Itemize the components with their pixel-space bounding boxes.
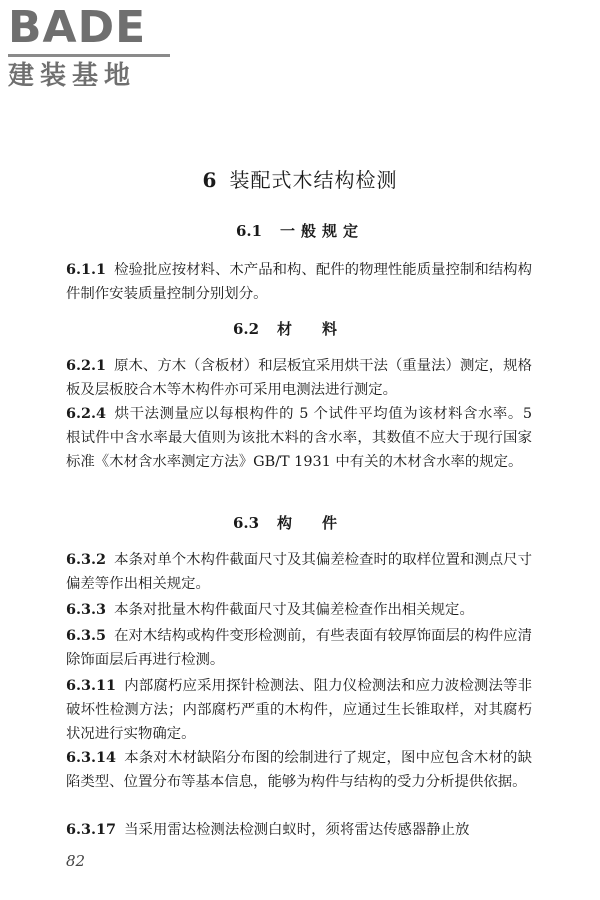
logo-divider [8,54,170,57]
page-number: 82 [66,852,86,870]
clause-6-2-4 [66,402,532,474]
clause-text: 原木、方木（含板材）和层板宜采用烘干法（重量法）测定，规格板及层板胶合木等木构件亦可采用电测法进行测定。 [66,358,532,398]
chapter-number: 6 [202,168,218,192]
clause-text: 当采用雷达检测法检测白蚁时，须将雷达传感器静止放 [124,822,470,838]
section-number: 6.1 [235,222,263,240]
bade-logo [8,4,178,92]
section-title: 材料 [277,320,368,338]
clause-6-3-17 [66,818,532,842]
section-heading-6-2 [0,318,600,340]
clause-6-3-5 [66,624,532,672]
clause-number: 6.3.14 [66,749,117,766]
clause-text: 本条对批量木构件截面尺寸及其偏差检查作出相关规定。 [114,602,474,618]
clause-number: 6.1.1 [66,261,107,278]
clause-number: 6.3.5 [66,627,107,644]
clause-text: 内部腐朽应采用探针检测法、阻力仪检测法和应力波检测法等非破坏性检测方法；内部腐朽严重的木构件，应通过生长锥取样，对其腐朽状况进行实物确定。 [66,678,532,742]
section-title: 构件 [277,514,368,532]
chapter-title: 装配式木结构检测 [229,168,398,192]
section-number: 6.3 [232,514,260,532]
clause-number: 6.2.4 [66,405,107,422]
clause-text: 本条对木材缺陷分布图的绘制进行了规定，图中应包含木材的缺陷类型、位置分布等基本信息，能够为构件与结构的受力分析提供依据。 [66,750,532,790]
clause-text: 在对木结构或构件变形检测前，有些表面有较厚饰面层的构件应清除饰面层后再进行检测。 [66,628,532,668]
clause-text: 检验批应按材料、木产品和构、配件的物理性能质量控制和结构构件制作安装质量控制分别划分。 [66,262,532,302]
clause-number: 6.3.17 [66,821,117,838]
clause-number: 6.2.1 [66,357,107,374]
section-title: 一般规定 [280,222,365,240]
section-number: 6.2 [232,320,260,338]
clause-text: 本条对单个木构件截面尺寸及其偏差检查时的取样位置和测点尺寸偏差等作出相关规定。 [66,552,532,592]
clause-text: 烘干法测量应以每根构件的 5 个试件平均值为该材料含水率。5 根试件中含水率最大值则为该批木料的含水率，其数值不应大于现行国家标准《木材含水率测定方法》GB/T 1931 中有关的木材含水率的规定。 [66,406,532,470]
section-heading-6-3 [0,512,600,534]
clause-number: 6.3.11 [66,677,117,694]
logo-chinese-name: 建装基地 [8,61,137,91]
clause-6-3-2 [66,548,532,596]
logo-wordmark: BADE [8,2,147,53]
clause-6-2-1 [66,354,532,402]
clause-6-3-3 [66,598,532,622]
clause-6-3-11 [66,674,532,746]
clause-number: 6.3.3 [66,601,107,618]
clause-6-3-14 [66,746,532,794]
chapter-heading [0,166,600,194]
clause-number: 6.3.2 [66,551,107,568]
clause-6-1-1 [66,258,532,306]
section-heading-6-1 [0,220,600,242]
